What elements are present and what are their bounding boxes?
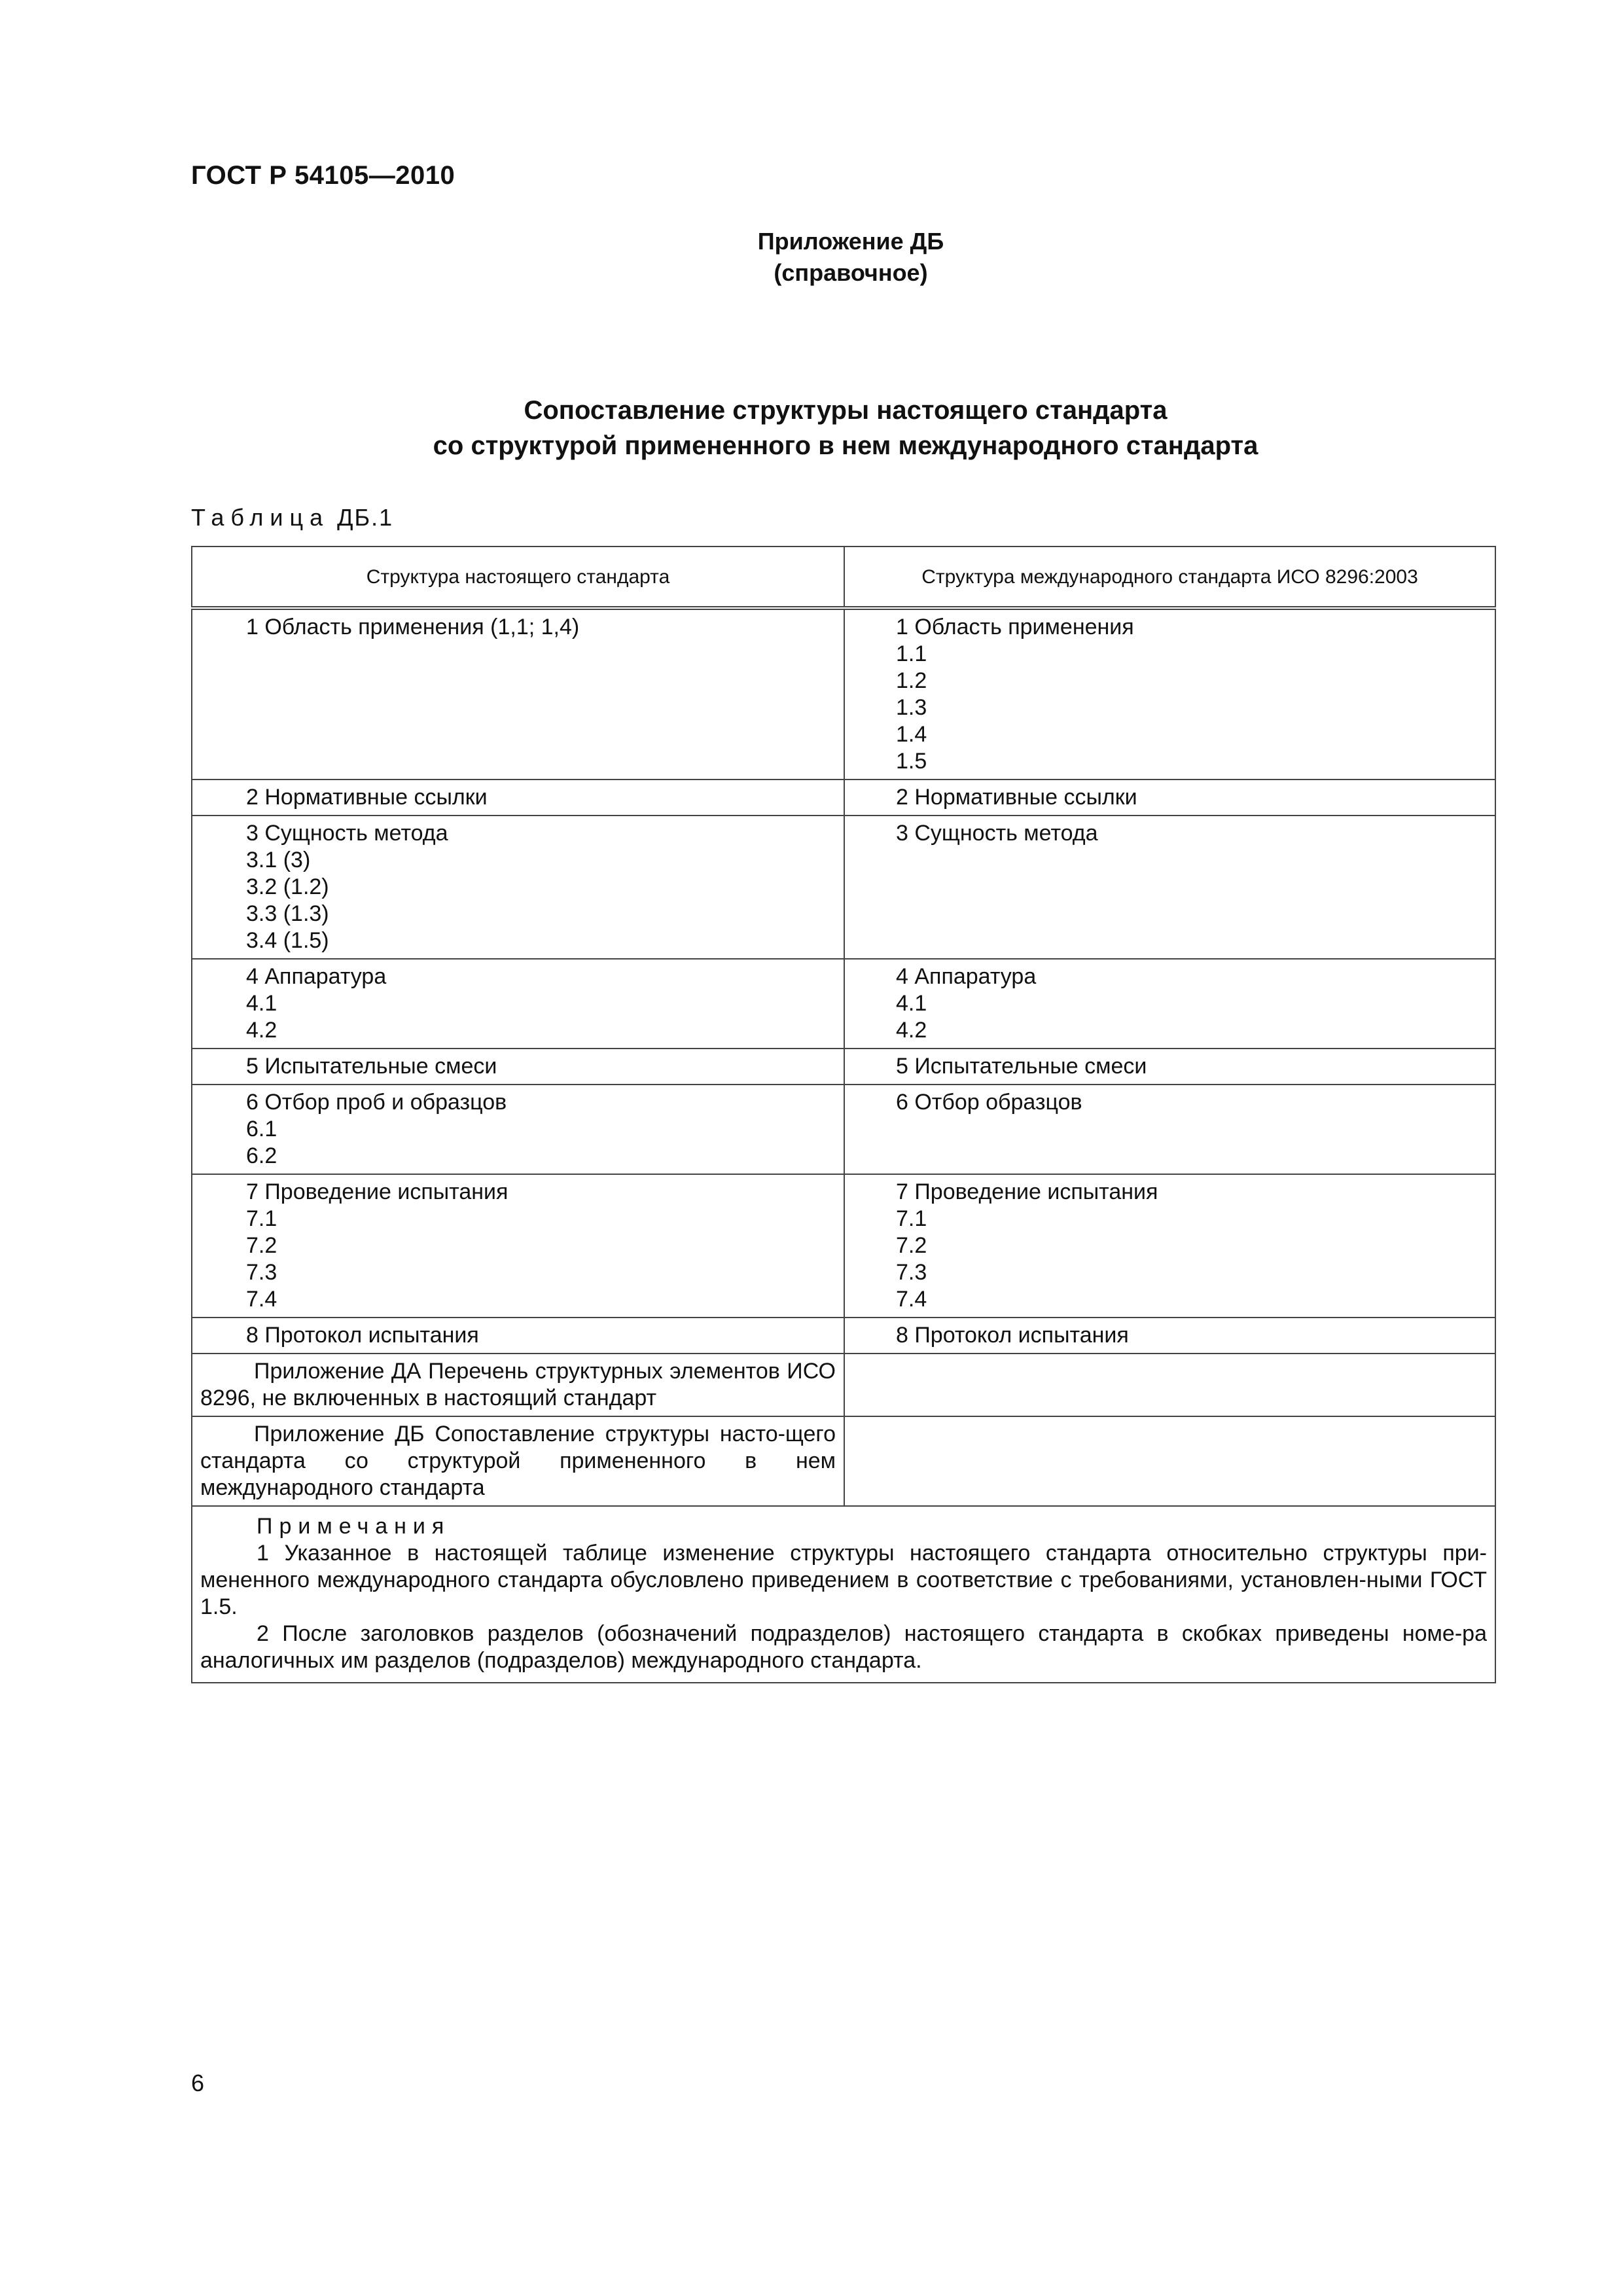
table-caption: [191, 504, 393, 531]
subsection-number: 7.4: [896, 1287, 927, 1312]
table-cell-right: [844, 959, 1495, 1049]
table-body: [192, 608, 1495, 1354]
subsection-number: 1.4: [896, 722, 927, 747]
table-cell-left: [192, 1085, 844, 1174]
section-title: 5 Испытательные смеси: [246, 1054, 497, 1079]
table-caption-number: ДБ.1: [337, 504, 394, 531]
subsection-number: 3.4 (1.5): [246, 928, 329, 953]
section-title: 4 Аппаратура: [246, 964, 387, 989]
page-title-line-1: Сопоставление структуры настоящего стандарта: [524, 396, 1168, 425]
section-title: 3 Сущность метода: [246, 821, 448, 846]
header-right: Структура международного стандарта ИСО 8296:2003: [844, 547, 1495, 608]
notes-heading: Примечания: [257, 1514, 451, 1539]
table-row: [192, 1318, 1495, 1354]
section-title: 2 Нормативные ссылки: [896, 785, 1137, 810]
table-cell-right: [844, 1049, 1495, 1085]
table-notes-row: [192, 1506, 1495, 1683]
section-title: 3 Сущность метода: [896, 821, 1098, 846]
table-cell-left: [192, 780, 844, 816]
table-cell-right: [844, 608, 1495, 780]
subsection-number: 4.2: [246, 1018, 277, 1043]
page-number: 6: [191, 2070, 205, 2096]
section-title: 6 Отбор проб и образцов: [246, 1090, 507, 1115]
table-cell-left: Приложение ДБ Сопоставление структуры насто-щего стандарта со структурой примененного в нем международного стандарта: [192, 1416, 844, 1506]
table-cell-right: [844, 816, 1495, 959]
subsection-number: 7.4: [246, 1287, 277, 1312]
table-row-appendix-da: [192, 1354, 1495, 1416]
section-title: 4 Аппаратура: [896, 964, 1037, 989]
table-cell-left: [192, 1049, 844, 1085]
table-row: [192, 608, 1495, 780]
table-header-row: [192, 547, 1495, 608]
subsection-number: 7.3: [896, 1260, 927, 1285]
table-notes-cell: [192, 1506, 1495, 1683]
note-item-1: 1 Указанное в настоящей таблице изменение структуры настоящего стандарта относительно структуры при-мененного международного стандарта обусловлено приведением в соответствие с требованиями, установлен-ными ГОСТ 1.5.: [200, 1541, 1487, 1619]
subsection-number: 1.5: [896, 749, 927, 774]
subsection-number: 4.1: [246, 991, 277, 1016]
table-row: [192, 1049, 1495, 1085]
section-title: 8 Протокол испытания: [896, 1323, 1129, 1348]
table-cell-left: [192, 608, 844, 780]
subsection-number: 6.1: [246, 1117, 277, 1141]
table-caption-word: Таблица: [191, 504, 330, 531]
table-cell-left: [192, 959, 844, 1049]
subsection-number: 4.2: [896, 1018, 927, 1043]
subsection-number: 3.3 (1.3): [246, 901, 329, 926]
note-item-2: 2 После заголовков разделов (обозначений подразделов) настоящего стандарта в скобках приведены номе-ра аналогичных им разделов (подразделов) международного стандарта.: [200, 1621, 1487, 1673]
section-title: 2 Нормативные ссылки: [246, 785, 488, 810]
table-cell-right: [844, 1416, 1495, 1506]
subsection-number: 3.2 (1.2): [246, 874, 329, 899]
section-title: 1 Область применения: [896, 615, 1134, 639]
subsection-number: 7.2: [896, 1233, 927, 1258]
subsection-number: 1.1: [896, 641, 927, 666]
table-cell-right: [844, 1174, 1495, 1318]
comparison-table: [191, 546, 1496, 1683]
appendix-status: (справочное): [774, 259, 928, 286]
subsection-number: 3.1 (3): [246, 848, 311, 872]
table-cell-right: [844, 1354, 1495, 1416]
table-cell-right: [844, 780, 1495, 816]
table-cell-left: Приложение ДА Перечень структурных элементов ИСО 8296, не включенных в настоящий стандарт: [192, 1354, 844, 1416]
table-cell-left: [192, 816, 844, 959]
header-left: Структура настоящего стандарта: [192, 547, 844, 608]
section-title: 5 Испытательные смеси: [896, 1054, 1147, 1079]
subsection-number: 7.1: [246, 1206, 277, 1231]
subsection-number: 7.2: [246, 1233, 277, 1258]
subsection-number: 7.1: [896, 1206, 927, 1231]
table-cell-right: [844, 1085, 1495, 1174]
section-title: 1 Область применения (1,1; 1,4): [246, 615, 580, 639]
table-row: [192, 1085, 1495, 1174]
table-row-appendix-db: [192, 1416, 1495, 1506]
section-title: 8 Протокол испытания: [246, 1323, 479, 1348]
document-code: ГОСТ Р 54105—2010: [191, 161, 455, 190]
table-row: [192, 1174, 1495, 1318]
subsection-number: 4.1: [896, 991, 927, 1016]
subsection-number: 7.3: [246, 1260, 277, 1285]
page-title-line-2: со структурой примененного в нем международного стандарта: [433, 431, 1258, 460]
table-cell-left: [192, 1318, 844, 1354]
subsection-number: 6.2: [246, 1143, 277, 1168]
section-title: 7 Проведение испытания: [896, 1179, 1158, 1204]
table-cell-right: [844, 1318, 1495, 1354]
table-row: [192, 959, 1495, 1049]
table-row: [192, 816, 1495, 959]
table-row: [192, 780, 1495, 816]
section-title: 7 Проведение испытания: [246, 1179, 508, 1204]
appendix-name: Приложение ДБ: [757, 228, 944, 255]
subsection-number: 1.3: [896, 695, 927, 720]
table-cell-left: [192, 1174, 844, 1318]
subsection-number: 1.2: [896, 668, 927, 693]
section-title: 6 Отбор образцов: [896, 1090, 1082, 1115]
